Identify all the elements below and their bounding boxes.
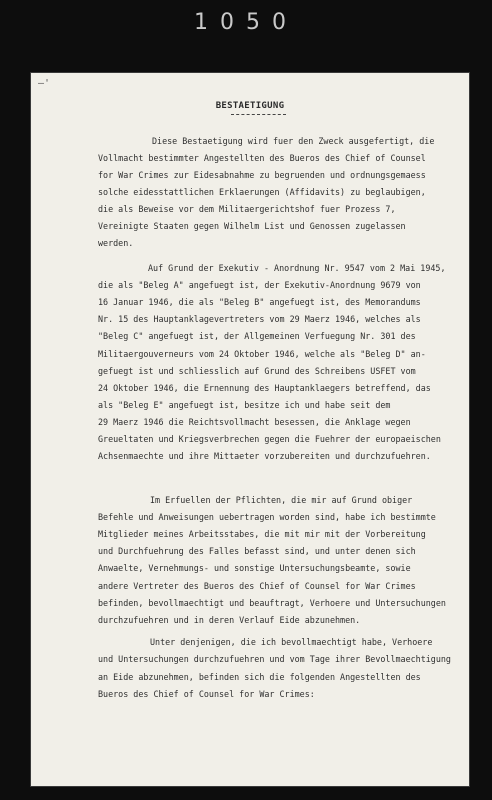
text-line: Auf Grund der Exekutiv - Anordnung Nr. 9547 vom 2 Mai 1945, <box>148 263 446 273</box>
text-line: 29 Maerz 1946 die Reichtsvollmacht besessen, die Anklage wegen <box>98 416 411 427</box>
document-page <box>30 72 470 787</box>
text-line: Militaergouverneurs vom 24 Oktober 1946, welche als "Beleg D" an- <box>98 348 426 359</box>
text-line: Achsenmaechte und ihre Mittaeter vorzubereiten und durchzufuehren. <box>98 451 431 462</box>
text-line: for War Crimes zur Eidesabnahme zu begruenden und ordnungsgemaess <box>98 170 426 180</box>
text-line: die als Beweise vor dem Militaergerichtshof fuer Prozess 7, <box>98 204 396 214</box>
text-line: Diese Bestaetigung wird fuer den Zweck ausgefertigt, die <box>152 136 435 146</box>
text-line: 24 Oktober 1946, die Ernennung des Hauptanklaegers betreffend, das <box>98 382 431 393</box>
title-underline <box>231 114 286 115</box>
text-line: Anwaelte, Vernehmungs- und sonstige Untersuchungsbeamte, sowie <box>98 563 411 574</box>
text-line: "Beleg C" angefuegt ist, der Allgemeinen Verfuegung Nr. 301 des <box>98 331 416 342</box>
text-line: an Eide abzunehmen, befinden sich die folgenden Angestellten des <box>98 671 421 682</box>
text-line: Vollmacht bestimmter Angestellten des Bueros des Chief of Counsel <box>98 153 426 163</box>
text-line: und Durchfuehrung des Falles befasst sind, und unter denen sich <box>98 546 416 557</box>
text-line: Nr. 15 des Hauptanklagevertreters vom 29 Maerz 1946, welches als <box>98 314 421 325</box>
text-line: befinden, bevollmaechtigt und beauftragt, Verhoere und Untersuchungen <box>98 597 446 608</box>
text-line: und Untersuchungen durchzufuehren und vom Tage ihrer Bevollmaechtigung <box>98 654 451 665</box>
text-line: Vereinigte Staaten gegen Wilhelm List und Genossen zugelassen <box>98 221 406 231</box>
text-line: 16 Januar 1946, die als "Beleg B" angefuegt ist, des Memorandums <box>98 297 421 308</box>
text-line: Im Erfuellen der Pflichten, die mir auf Grund obiger <box>150 495 413 505</box>
text-line: Bueros des Chief of Counsel for War Crimes: <box>98 688 315 699</box>
text-line: andere Vertreter des Bueros des Chief of Counsel for War Crimes <box>98 580 416 591</box>
text-line: Mitglieder meines Arbeitsstabes, die mit mir mit der Vorbereitung <box>98 529 426 540</box>
text-line: Befehle und Anweisungen uebertragen worden sind, habe ich bestimmte <box>98 512 436 523</box>
corner-mark: ―' <box>38 78 51 89</box>
text-line: solche eidesstattlichen Erklaerungen (Affidavits) zu beglaubigen, <box>98 187 426 197</box>
text-line: Greueltaten und Kriegsverbrechen gegen die Fuehrer der europaeischen <box>98 434 441 444</box>
text-line: als "Beleg E" angefuegt ist, besitze ich und habe seit dem <box>98 399 391 410</box>
text-line: Unter denjenigen, die ich bevollmaechtigt habe, Verhoere <box>150 637 433 647</box>
text-line: werden. <box>98 238 134 248</box>
archive-stamp-number: 1050 <box>194 10 298 35</box>
document-title: BESTAETIGUNG <box>215 101 285 111</box>
text-line: durchzufuehren und in deren Verlauf Eide abzunehmen. <box>98 614 361 625</box>
text-line: die als "Beleg A" angefuegt ist, der Exekutiv-Anordnung 9679 von <box>98 280 421 291</box>
text-line: gefuegt ist und schliesslich auf Grund des Schreibens USFET vom <box>98 365 416 376</box>
